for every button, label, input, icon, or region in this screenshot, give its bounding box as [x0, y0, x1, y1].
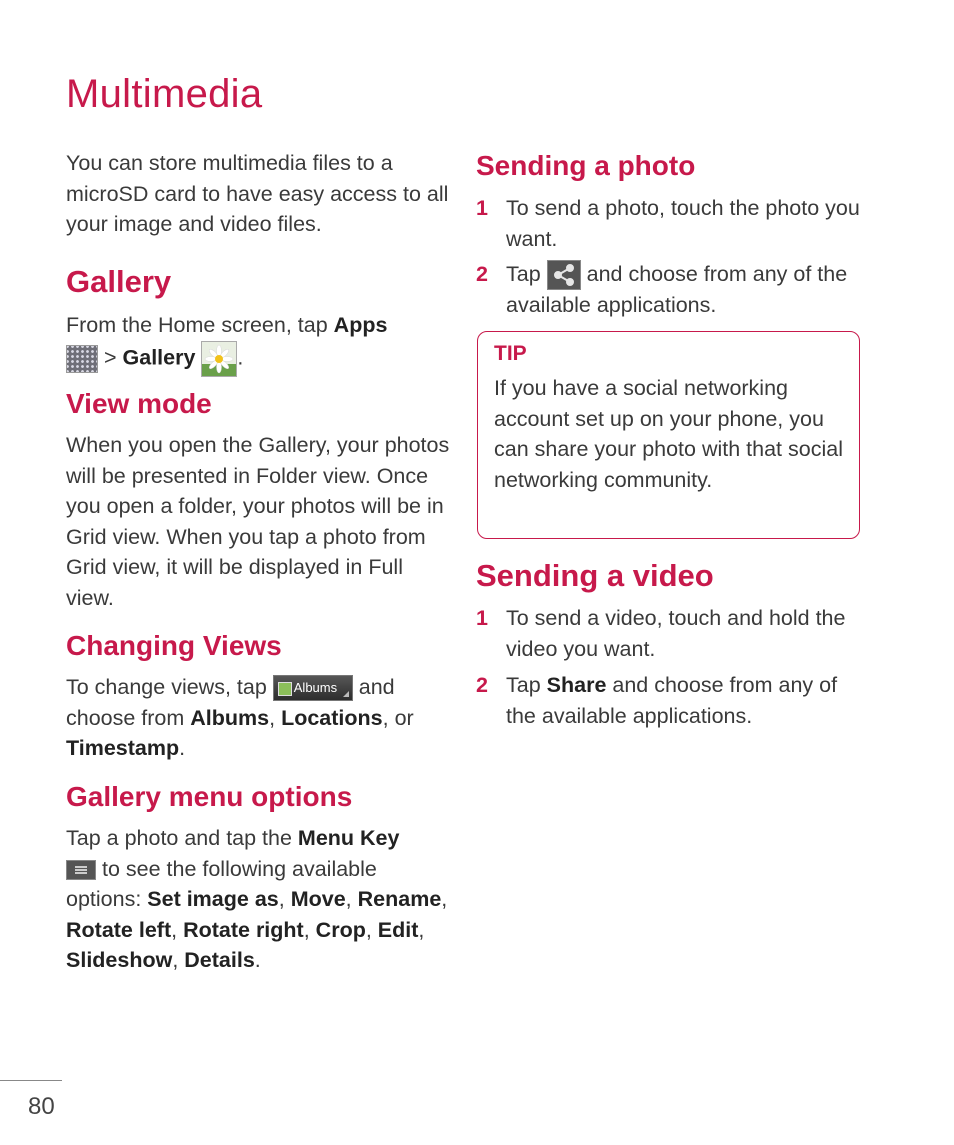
- gallery-text: From the Home screen, tap Apps > Gallery .: [66, 310, 451, 377]
- intro-text: You can store multimedia files to a microSD card to have easy access to all your image and video files.: [66, 151, 449, 236]
- page-number: 80: [28, 1093, 55, 1120]
- step-text: Tap Share and choose from any of the available applications.: [506, 673, 838, 728]
- step-number: 2: [476, 262, 488, 286]
- step-text: To send a photo, touch the photo you want.: [506, 196, 860, 251]
- gallery-heading: Gallery: [66, 264, 172, 299]
- tip-box: [477, 331, 860, 539]
- step-number: 2: [476, 673, 488, 697]
- view-mode-heading: View mode: [66, 388, 212, 419]
- step-number: 1: [476, 606, 488, 630]
- step-text: To send a video, touch and hold the video you want.: [506, 606, 846, 661]
- gallery-menu-options-text: Tap a photo and tap the Menu Key to see the following available options: Set image as, Move, Rename, Rotate left, Rotate right, Crop, Edit, Slideshow, Details.: [66, 826, 448, 972]
- changing-views-text: To change views, tap Albums and choose from Albums, Locations, or Timestamp.: [66, 675, 414, 760]
- view-mode-text: When you open the Gallery, your photos will be presented in Folder view. Once you open a folder, your photos will be in Grid view. When you tap a photo from Grid view, it will be displayed in Full view.: [66, 433, 450, 610]
- menu-key-icon: [66, 860, 96, 880]
- gallery-menu-options-heading: Gallery menu options: [66, 781, 353, 812]
- gallery-label: Gallery: [122, 345, 196, 370]
- apps-grid-icon: [66, 345, 98, 373]
- step-text: Tap and choose from any of the available applications.: [506, 262, 848, 318]
- page-title: Multimedia: [66, 72, 263, 116]
- sending-video-heading: Sending a video: [476, 558, 714, 593]
- changing-views-heading: Changing Views: [66, 630, 282, 661]
- tip-text: If you have a social networking account set up on your phone, you can share your photo with that social networking community.: [494, 376, 843, 492]
- footer-divider: [0, 1080, 62, 1081]
- sending-photo-heading: Sending a photo: [476, 150, 696, 181]
- tip-label: TIP: [494, 342, 527, 365]
- album-thumbnail-icon: [278, 682, 292, 696]
- albums-button[interactable]: Albums: [273, 675, 353, 701]
- apps-label: Apps: [333, 313, 388, 337]
- gallery-app-icon: [201, 341, 237, 377]
- step-number: 1: [476, 196, 488, 220]
- share-icon: [547, 260, 581, 290]
